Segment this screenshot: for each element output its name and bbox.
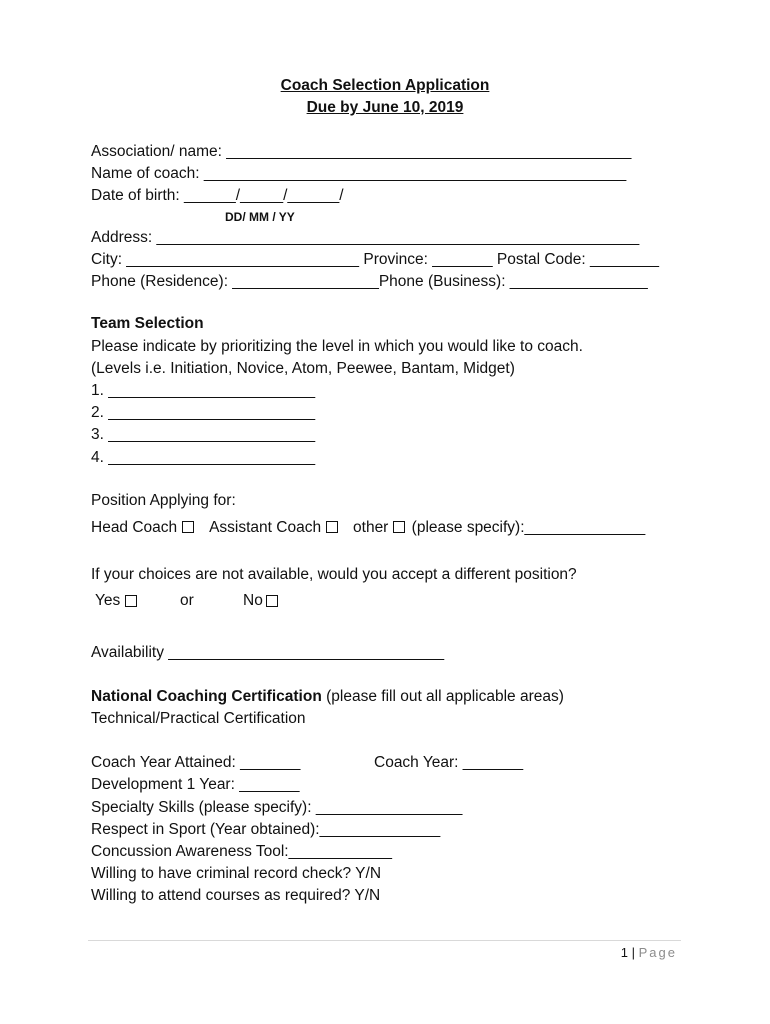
certification-note: (please fill out all applicable areas) <box>321 688 564 705</box>
assistant-coach-label: Assistant Coach <box>209 519 322 536</box>
or-label: or <box>180 592 194 609</box>
dob-field[interactable]: Date of birth: ______/_____/______/ <box>91 187 344 204</box>
coach-year-attained-field[interactable]: Coach Year Attained: _______ <box>91 754 301 771</box>
availability-field[interactable]: Availability ________________________________ <box>91 644 445 661</box>
page-footer <box>621 944 677 962</box>
other-checkbox[interactable] <box>393 521 405 533</box>
level-choice-2[interactable]: 2. ________________________ <box>91 404 316 421</box>
phone-line[interactable]: Phone (Residence): _________________Phone (Business): ________________ <box>91 273 648 290</box>
concussion-tool-field[interactable]: Concussion Awareness Tool:____________ <box>91 843 393 860</box>
yes-label: Yes <box>95 592 121 609</box>
specialty-skills-field[interactable]: Specialty Skills (please specify): _________________ <box>91 799 463 816</box>
levels-note: (Levels i.e. Initiation, Novice, Atom, Peewee, Bantam, Midget) <box>91 360 515 377</box>
footer-divider <box>88 940 681 941</box>
level-choice-3[interactable]: 3. ________________________ <box>91 426 316 443</box>
other-specify-field[interactable]: (please specify):______________ <box>411 519 646 536</box>
team-selection-heading: Team Selection <box>91 315 204 332</box>
head-coach-checkbox[interactable] <box>182 521 194 533</box>
association-field[interactable]: Association/ name: _______________________________________________ <box>91 143 632 160</box>
team-selection-instructions: Please indicate by prioritizing the level in which you would like to coach. <box>91 338 583 355</box>
page-number: 1 <box>620 945 629 960</box>
alternate-position-question: If your choices are not available, would you accept a different position? <box>91 566 577 583</box>
position-heading: Position Applying for: <box>91 492 236 509</box>
head-coach-label: Head Coach <box>91 519 178 536</box>
coach-name-field[interactable]: Name of coach: _________________________________________________ <box>91 165 627 182</box>
due-date: Due by June 10, 2019 <box>306 99 464 116</box>
courses-question: Willing to attend courses as required? Y/N <box>91 887 381 904</box>
page-label: Page <box>638 945 677 960</box>
address-field[interactable]: Address: ________________________________________________________ <box>91 229 640 246</box>
dob-format-hint: DD/ MM / YY <box>225 210 295 224</box>
respect-in-sport-field[interactable]: Respect in Sport (Year obtained):______________ <box>91 821 441 838</box>
level-choice-1[interactable]: 1. ________________________ <box>91 382 316 399</box>
other-label: other <box>353 519 389 536</box>
page-separator: | <box>628 945 639 960</box>
no-label: No <box>243 592 263 609</box>
criminal-check-question: Willing to have criminal record check? Y/N <box>91 865 382 882</box>
city-province-postal-line[interactable]: City: ___________________________ Province: _______ Postal Code: ________ <box>91 251 659 268</box>
coach-year-field[interactable]: Coach Year: _______ <box>374 754 524 771</box>
development-year-field[interactable]: Development 1 Year: _______ <box>91 776 300 793</box>
technical-certification-subheading: Technical/Practical Certification <box>91 710 306 727</box>
position-options <box>91 518 645 538</box>
no-checkbox[interactable] <box>266 595 278 607</box>
level-choice-4[interactable]: 4. ________________________ <box>91 449 316 466</box>
form-title: Coach Selection Application <box>280 77 490 94</box>
assistant-coach-checkbox[interactable] <box>326 521 338 533</box>
certification-heading: National Coaching Certification <box>91 688 322 705</box>
yes-checkbox[interactable] <box>125 595 137 607</box>
certification-heading-line <box>91 687 564 707</box>
